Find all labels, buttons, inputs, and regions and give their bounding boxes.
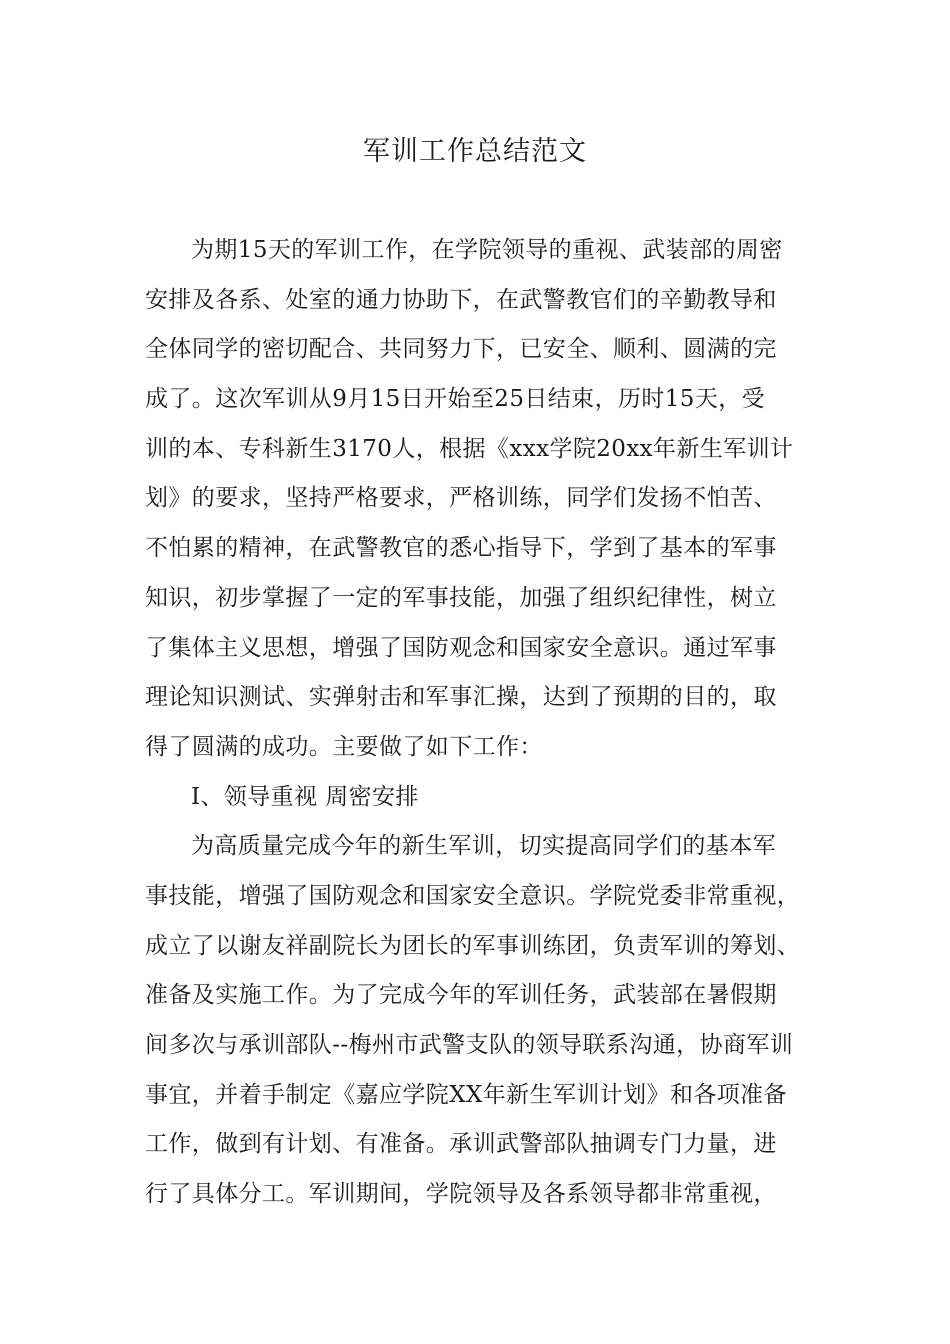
paragraph-line: 行了具体分工。军训期间，学院领导及各系领导都非常重视， — [145, 1181, 777, 1208]
paragraph-line: 为高质量完成今年的新生军训，切实提高同学们的基本军 — [191, 833, 776, 860]
section-heading: I、领导重视 周密安排 — [191, 783, 419, 810]
paragraph-line: 了集体主义思想，增强了国防观念和国家安全意识。通过军事 — [145, 634, 777, 661]
paragraph-line: 训的本、专科新生3170人，根据《xxx学院20xx年新生军训计 — [145, 435, 794, 462]
paragraph-line: 知识，初步掌握了一定的军事技能，加强了组织纪律性，树立 — [145, 584, 777, 611]
paragraph-line: 工作，做到有计划、有准备。承训武警部队抽调专门力量，进 — [145, 1131, 777, 1158]
paragraph-line: 得了圆满的成功。主要做了如下工作： — [145, 733, 543, 760]
paragraph-line: 不怕累的精神，在武警教官的悉心指导下，学到了基本的军事 — [145, 535, 777, 562]
paragraph-line: 为期15天的军训工作，在学院领导的重视、武装部的周密 — [191, 237, 783, 263]
paragraph-line: 安排及各系、处室的通力协助下，在武警教官们的辛勤教导和 — [145, 286, 777, 313]
paragraph-line: 理论知识测试、实弹射击和军事汇操，达到了预期的目的，取 — [145, 684, 777, 711]
paragraph-line: 事技能，增强了国防观念和国家安全意识。学院党委非常重视， — [145, 882, 801, 909]
paragraph-line: 成了。这次军训从9月15日开始至25日结束，历时15天，受 — [145, 386, 766, 413]
paragraph-line: 成立了以谢友祥副院长为团长的军事训练团，负责军训的筹划、 — [145, 932, 801, 959]
document-body — [145, 226, 825, 1220]
paragraph-line: 划》的要求，坚持严格要求，严格训练，同学们发扬不怕苦、 — [145, 485, 777, 512]
paragraph-line: 准备及实施工作。为了完成今年的军训任务，武装部在暑假期 — [145, 982, 777, 1009]
document-title: 军训工作总结范文 — [363, 136, 587, 167]
paragraph-line: 事宜，并着手制定《嘉应学院XX年新生军训计划》和各项准备 — [145, 1081, 787, 1108]
paragraph-line: 全体同学的密切配合、共同努力下，已安全、顺利、圆满的完 — [145, 336, 777, 363]
paragraph-line: 间多次与承训部队--梅州市武警支队的领导联系沟通，协商军训 — [145, 1032, 794, 1058]
